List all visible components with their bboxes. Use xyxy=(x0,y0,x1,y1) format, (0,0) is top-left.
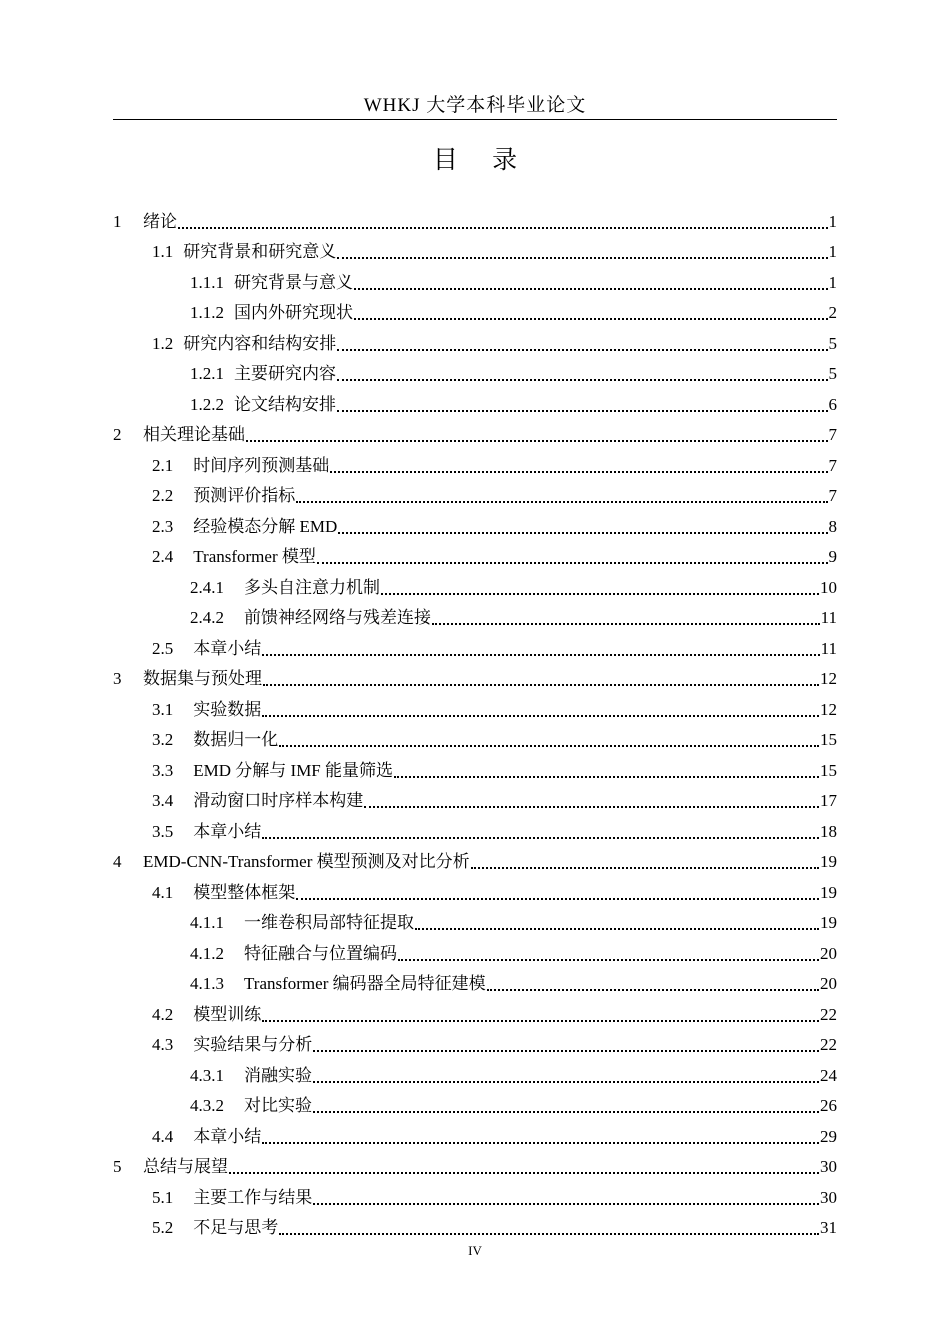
toc-entry-label: 预测评价指标 xyxy=(193,486,296,505)
toc-entry-label: 本章小结 xyxy=(193,638,262,658)
toc-entry-page: 17 xyxy=(820,791,837,810)
toc-entry-number: 2.4.2 xyxy=(190,608,224,627)
toc-entry[interactable] xyxy=(113,1117,837,1148)
toc-entry-page: 1 xyxy=(828,272,837,292)
toc-entry-page: 15 xyxy=(820,760,837,780)
toc-entry-number: 1.2 xyxy=(152,333,174,353)
toc-entry-page: 19 xyxy=(820,852,837,871)
toc-entry[interactable] xyxy=(113,721,837,752)
toc-entry-number: 1.2.2 xyxy=(190,394,224,414)
toc-entry-label: 不足与思考 xyxy=(193,1218,279,1237)
toc-entry-number: 2.2 xyxy=(152,486,174,505)
toc-entry-page: 18 xyxy=(820,821,837,841)
toc-entry-page: 5 xyxy=(828,333,837,353)
toc-dot-leader xyxy=(262,1020,819,1022)
toc-entry-label: 绪论 xyxy=(143,211,177,231)
toc-entry[interactable] xyxy=(113,422,837,447)
toc-dot-leader xyxy=(246,440,828,442)
toc-entry-label: 总结与展望 xyxy=(143,1157,228,1176)
toc-dot-leader xyxy=(296,898,819,900)
toc-entry-label: 主要工作与结果 xyxy=(193,1187,313,1207)
toc-dot-leader xyxy=(262,837,819,839)
toc-entry-number: 4.3.2 xyxy=(190,1096,224,1115)
toc-dot-leader xyxy=(471,867,819,869)
toc-entry[interactable] xyxy=(113,538,837,569)
toc-entry-label: 模型训练 xyxy=(193,1004,262,1024)
toc-entry-label: 多头自注意力机制 xyxy=(244,577,380,597)
running-header: WHKJ 大学本科毕业论文 xyxy=(363,95,587,116)
toc-dot-leader xyxy=(337,349,827,351)
toc-dot-leader xyxy=(337,410,828,412)
toc-entry-number: 1.1.1 xyxy=(190,272,224,292)
toc-entry-label: 滑动窗口时序样本构建 xyxy=(193,791,364,810)
toc-entry-label: 研究背景与意义 xyxy=(234,272,353,292)
toc-entry-label: EMD-CNN-Transformer 模型预测及对比分析 xyxy=(143,852,470,871)
toc-entry-label: 数据集与预处理 xyxy=(143,669,262,688)
toc-title: 目 录 xyxy=(432,147,532,174)
toc-entry[interactable] xyxy=(113,233,837,264)
toc-entry[interactable] xyxy=(113,599,837,630)
toc-entry[interactable] xyxy=(113,1154,837,1179)
toc-entry-page: 22 xyxy=(820,1035,837,1054)
toc-entry-number: 2.1 xyxy=(152,455,174,475)
toc-entry-number: 3.4 xyxy=(152,791,174,810)
toc-entry-number: 2.5 xyxy=(152,638,174,658)
toc-entry-label: 经验模态分解 EMD xyxy=(193,516,338,536)
toc-entry-label: Transformer 编码器全局特征建模 xyxy=(244,974,486,993)
toc-entry-number: 4.1.3 xyxy=(190,974,224,993)
toc-entry-number: 2.4.1 xyxy=(190,577,224,597)
table-of-contents xyxy=(113,208,837,1239)
toc-entry[interactable] xyxy=(113,1056,837,1087)
toc-entry-number: 4 xyxy=(113,852,122,871)
toc-entry-number: 5.1 xyxy=(152,1187,174,1207)
toc-dot-leader xyxy=(313,1203,819,1205)
toc-entry-number: 3.1 xyxy=(152,699,174,719)
toc-entry-label: 研究背景和研究意义 xyxy=(183,242,337,261)
toc-entry-label: 本章小结 xyxy=(193,1126,262,1146)
toc-entry-page: 19 xyxy=(820,882,837,902)
toc-entry-label: 时间序列预测基础 xyxy=(193,455,330,475)
toc-entry-number: 1.1.2 xyxy=(190,303,224,322)
toc-entry-number: 3.5 xyxy=(152,821,174,841)
toc-entry-label: 模型整体框架 xyxy=(193,882,296,902)
toc-entry[interactable] xyxy=(113,355,837,386)
toc-entry[interactable] xyxy=(113,507,837,538)
toc-entry[interactable] xyxy=(113,446,837,477)
toc-entry-page: 1 xyxy=(828,242,837,261)
toc-dot-leader xyxy=(279,1233,819,1235)
toc-entry[interactable] xyxy=(113,294,837,325)
toc-entry-number: 4.4 xyxy=(152,1126,174,1146)
toc-entry-number: 2.4 xyxy=(152,547,174,566)
toc-entry-label: 数据归一化 xyxy=(193,730,279,749)
toc-entry-label: 主要研究内容 xyxy=(234,364,336,383)
toc-entry-page: 7 xyxy=(828,425,837,444)
toc-entry-label: 特征融合与位置编码 xyxy=(244,943,397,963)
toc-entry-number: 1.2.1 xyxy=(190,364,224,383)
toc-dot-leader xyxy=(337,379,828,381)
toc-entry-page: 26 xyxy=(820,1096,837,1115)
header-rule xyxy=(113,119,837,120)
toc-entry[interactable] xyxy=(113,208,837,233)
toc-entry[interactable] xyxy=(113,690,837,721)
toc-entry-page: 5 xyxy=(828,364,837,383)
toc-dot-leader xyxy=(381,593,819,595)
toc-entry-page: 15 xyxy=(820,730,837,749)
toc-entry-page: 11 xyxy=(820,638,837,658)
toc-entry-page: 20 xyxy=(820,974,837,993)
toc-entry-page: 30 xyxy=(820,1187,837,1207)
toc-entry-number: 4.1.2 xyxy=(190,943,224,963)
toc-dot-leader xyxy=(178,227,828,229)
toc-entry[interactable] xyxy=(113,849,837,874)
toc-entry[interactable] xyxy=(113,666,837,691)
toc-entry-label: Transformer 模型 xyxy=(193,547,316,566)
toc-entry-page: 7 xyxy=(828,486,837,505)
toc-entry[interactable] xyxy=(113,812,837,843)
toc-dot-leader xyxy=(262,715,819,717)
page-number: IV xyxy=(468,1243,482,1258)
toc-dot-leader xyxy=(394,776,819,778)
toc-entry-number: 4.1 xyxy=(152,882,174,902)
toc-entry-page: 30 xyxy=(820,1157,837,1176)
toc-entry-page: 29 xyxy=(820,1126,837,1146)
toc-entry-label: 研究内容和结构安排 xyxy=(183,333,337,353)
toc-entry[interactable] xyxy=(113,1087,837,1118)
toc-entry[interactable] xyxy=(113,751,837,782)
toc-entry[interactable] xyxy=(113,995,837,1026)
toc-entry-number: 2 xyxy=(113,425,122,444)
toc-entry-number: 4.1.1 xyxy=(190,913,224,932)
toc-entry[interactable] xyxy=(113,1026,837,1057)
toc-entry[interactable] xyxy=(113,1209,837,1240)
toc-entry-label: 实验数据 xyxy=(193,699,262,719)
toc-dot-leader xyxy=(263,684,819,686)
toc-entry-label: 实验结果与分析 xyxy=(193,1035,313,1054)
toc-entry[interactable] xyxy=(113,477,837,508)
toc-entry-number: 4.3.1 xyxy=(190,1065,224,1085)
toc-dot-leader xyxy=(330,471,827,473)
toc-entry-number: 3.2 xyxy=(152,730,174,749)
toc-entry[interactable] xyxy=(113,385,837,416)
toc-entry[interactable] xyxy=(113,965,837,996)
toc-entry[interactable] xyxy=(113,629,837,660)
toc-entry-page: 11 xyxy=(820,608,837,627)
toc-entry-page: 31 xyxy=(820,1218,837,1237)
toc-entry[interactable] xyxy=(113,934,837,965)
toc-entry-label: 本章小结 xyxy=(193,821,262,841)
toc-entry-page: 6 xyxy=(828,394,837,414)
toc-entry-number: 3.3 xyxy=(152,760,174,780)
toc-entry-page: 12 xyxy=(820,669,837,688)
toc-dot-leader xyxy=(337,257,827,259)
toc-dot-leader xyxy=(313,1111,819,1113)
toc-entry-page: 10 xyxy=(820,577,837,597)
toc-dot-leader xyxy=(487,989,819,991)
toc-entry-label: 一维卷积局部特征提取 xyxy=(244,913,414,932)
toc-entry-page: 19 xyxy=(820,913,837,932)
toc-entry-page: 7 xyxy=(828,455,837,475)
toc-entry-number: 5.2 xyxy=(152,1218,174,1237)
toc-entry-label: 前馈神经网络与残差连接 xyxy=(244,608,431,627)
toc-dot-leader xyxy=(313,1081,819,1083)
toc-entry-label: 对比实验 xyxy=(244,1096,312,1115)
toc-entry-page: 1 xyxy=(828,211,837,231)
toc-dot-leader xyxy=(354,288,828,290)
toc-dot-leader xyxy=(296,501,827,503)
toc-entry-page: 20 xyxy=(820,943,837,963)
toc-entry-page: 9 xyxy=(828,547,837,566)
toc-dot-leader xyxy=(317,562,828,564)
toc-entry-page: 2 xyxy=(828,303,837,322)
toc-entry[interactable] xyxy=(113,568,837,599)
toc-entry-number: 3 xyxy=(113,669,122,688)
toc-entry-number: 2.3 xyxy=(152,516,174,536)
toc-entry[interactable] xyxy=(113,873,837,904)
toc-dot-leader xyxy=(262,654,819,656)
toc-entry-label: 国内外研究现状 xyxy=(234,303,353,322)
toc-entry-page: 12 xyxy=(820,699,837,719)
toc-entry[interactable] xyxy=(113,324,837,355)
toc-entry[interactable] xyxy=(113,1178,837,1209)
toc-entry[interactable] xyxy=(113,782,837,813)
toc-dot-leader xyxy=(313,1050,819,1052)
toc-dot-leader xyxy=(229,1172,819,1174)
toc-entry-label: 论文结构安排 xyxy=(234,394,336,414)
toc-entry-page: 22 xyxy=(820,1004,837,1024)
toc-entry-number: 4.2 xyxy=(152,1004,174,1024)
toc-entry-label: 相关理论基础 xyxy=(143,425,245,444)
toc-dot-leader xyxy=(262,1142,819,1144)
toc-entry-page: 8 xyxy=(828,516,837,536)
toc-entry-number: 5 xyxy=(113,1157,122,1176)
toc-entry-number: 4.3 xyxy=(152,1035,174,1054)
toc-dot-leader xyxy=(338,532,827,534)
toc-dot-leader xyxy=(432,623,820,625)
toc-entry-label: 消融实验 xyxy=(244,1065,312,1085)
toc-dot-leader xyxy=(364,806,819,808)
toc-entry[interactable] xyxy=(113,263,837,294)
toc-entry[interactable] xyxy=(113,904,837,935)
toc-entry-number: 1 xyxy=(113,211,122,231)
toc-dot-leader xyxy=(398,959,819,961)
toc-entry-page: 24 xyxy=(820,1065,837,1085)
toc-dot-leader xyxy=(354,318,828,320)
toc-entry-number: 1.1 xyxy=(152,242,174,261)
toc-dot-leader xyxy=(415,928,819,930)
toc-dot-leader xyxy=(279,745,819,747)
toc-entry-label: EMD 分解与 IMF 能量筛选 xyxy=(193,760,394,780)
